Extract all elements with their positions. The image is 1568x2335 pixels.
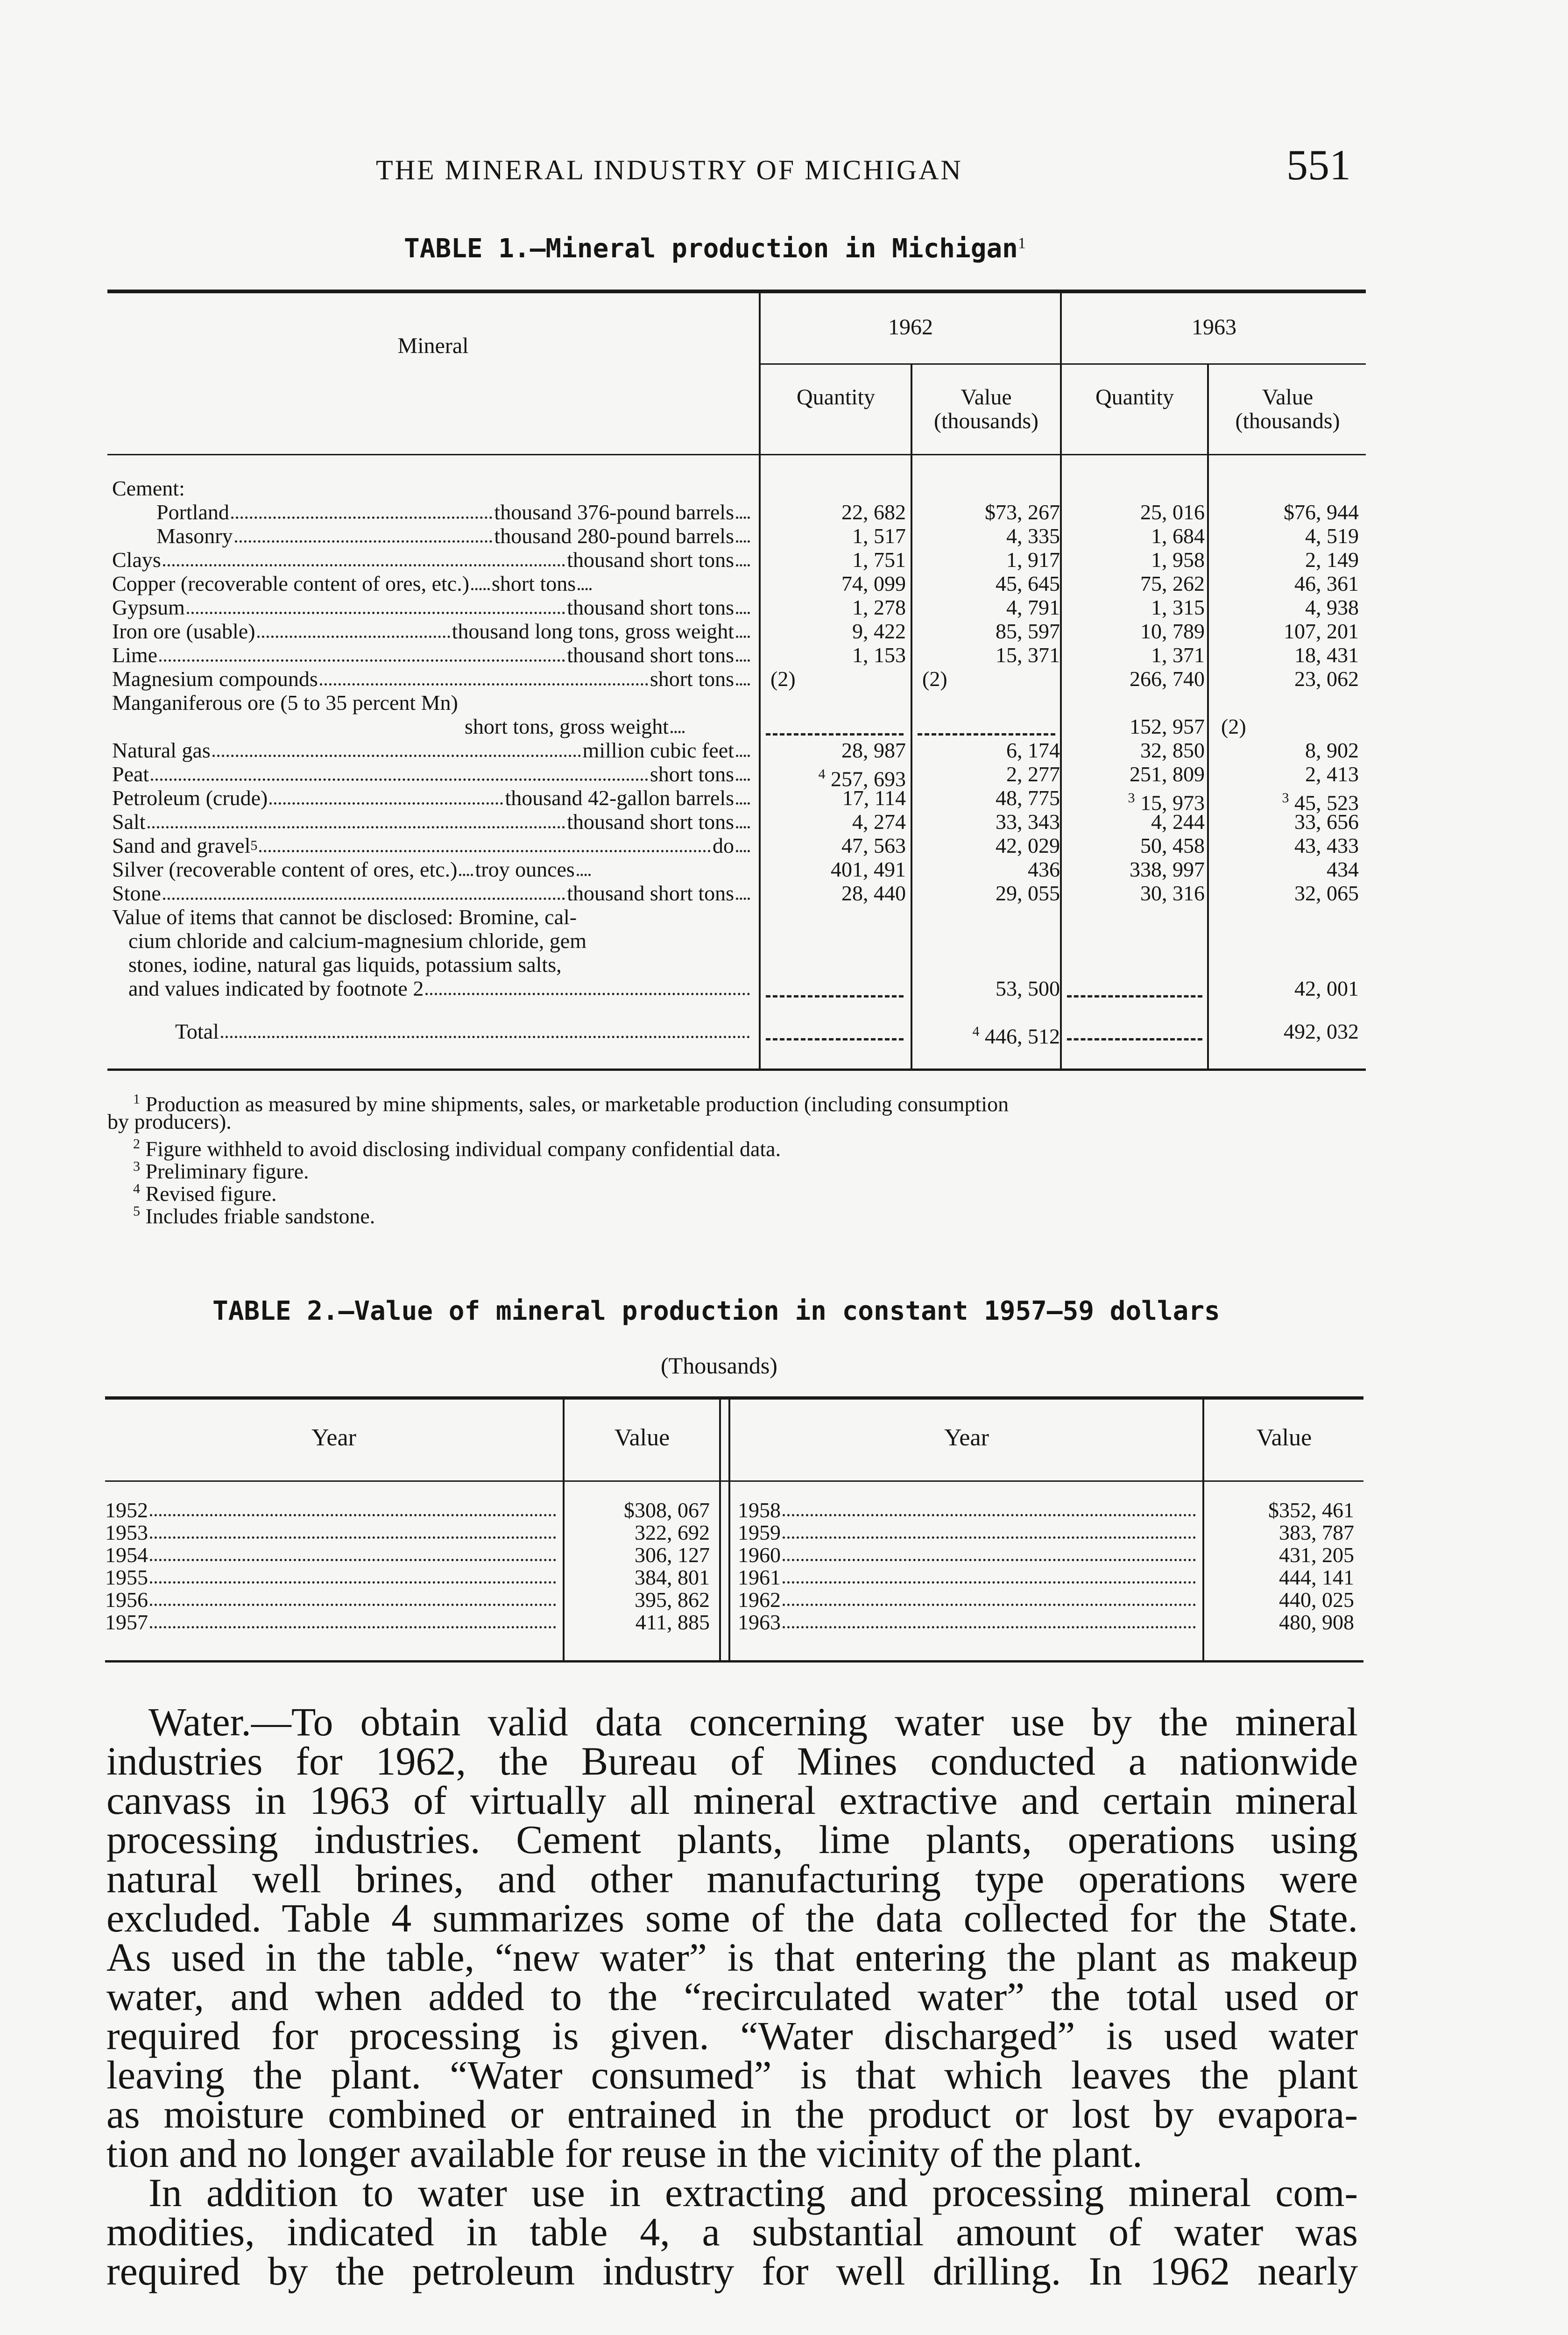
table1-year-rule	[760, 363, 1366, 365]
table-row-label: Gypsum thousand short tons	[112, 595, 752, 619]
footnote: $^4$ Revised figure.	[133, 1181, 277, 1206]
value-1962: (2)	[922, 667, 947, 691]
quantity-1963: 32, 850	[1140, 738, 1205, 762]
table-row-value: 322, 692	[635, 1521, 710, 1544]
footnote: by producers).	[107, 1110, 232, 1133]
quantity-1962: 28, 987	[841, 738, 906, 762]
table-row-label: Masonry thousand 280-pound barrels	[156, 524, 752, 548]
value-1962: 29, 055	[996, 881, 1060, 905]
empty-cell-dash	[766, 1038, 904, 1040]
value-1962: 42, 029	[996, 834, 1060, 857]
value-1963: 33, 656	[1294, 810, 1359, 834]
table1-divider	[911, 364, 912, 1068]
table-row-year: 1956	[105, 1589, 558, 1611]
table-row-label: Peat short tons	[112, 762, 752, 786]
value-header: Value	[1256, 1424, 1312, 1451]
value-1962: 2, 277	[1006, 762, 1060, 786]
quantity-1962-header: Quantity	[797, 385, 875, 410]
quantity-1963: 25, 016	[1140, 500, 1205, 524]
table2-divider	[719, 1400, 721, 1660]
empty-cell-dash	[1067, 1038, 1202, 1040]
quantity-1963: 266, 740	[1130, 667, 1205, 691]
table-row-label: Silver (recoverable content of ores, etc.) troy ounces	[112, 857, 752, 881]
quantity-1962: 4, 274	[852, 810, 906, 834]
table1-top-rule	[107, 290, 1366, 293]
value-1962-header: Value (thousands)	[934, 385, 1038, 433]
value-1962: 436	[1028, 857, 1060, 881]
table-row-label: Cement:	[112, 476, 185, 500]
table-row-label: Clays thousand short tons	[112, 548, 752, 572]
quantity-1963: 4, 244	[1151, 810, 1205, 834]
table-row-value: 444, 141	[1279, 1565, 1354, 1589]
quantity-1963: 30, 316	[1140, 881, 1205, 905]
year-header: Year	[311, 1424, 356, 1451]
table-row-label: Portland thousand 376-pound barrels	[156, 500, 752, 524]
table-row-label: short tons, gross weight	[465, 715, 752, 738]
quantity-1963: 152, 957	[1130, 715, 1205, 738]
value-1962: 1, 917	[1006, 548, 1060, 572]
running-head: THE MINERAL INDUSTRY OF MICHIGAN	[376, 155, 963, 185]
quantity-1962: 1, 751	[852, 548, 906, 572]
undisclosed-label-line: and values indicated by footnote 2	[128, 976, 752, 1000]
total-value-1962: $^4$ 446, 512	[972, 1024, 1060, 1048]
empty-cell-dash	[766, 733, 904, 736]
value-1962: 48, 775	[996, 786, 1060, 810]
quantity-1962: 1, 153	[852, 643, 906, 667]
page-number: 551	[1286, 141, 1351, 189]
table2-caption: TABLE 2.—Value of mineral production in constant 1957–59 dollars	[212, 1296, 1220, 1326]
quantity-1963: 50, 458	[1140, 834, 1205, 857]
table-row-year: 1954	[105, 1544, 558, 1566]
footnote: $^3$ Preliminary figure.	[133, 1159, 309, 1183]
table-row-value: 383, 787	[1279, 1521, 1354, 1544]
quantity-1963: 1, 958	[1151, 548, 1205, 572]
quantity-1963: 10, 789	[1140, 619, 1205, 643]
undisclosed-label-line: cium chloride and calcium-magnesium chloride, gem	[128, 929, 587, 953]
value-1963: 4, 519	[1305, 524, 1359, 548]
quantity-1963: 1, 371	[1151, 643, 1205, 667]
quantity-1962: (2)	[770, 667, 796, 691]
table2-top-rule	[105, 1396, 1363, 1400]
footnote: $^1$ Production as measured by mine shipments, sales, or marketable production (including consumption	[133, 1091, 1009, 1116]
value-1963: (2)	[1221, 715, 1246, 738]
table-row-label: Copper (recoverable content of ores, etc.) short tons	[112, 572, 752, 595]
value-1963-header: Value (thousands)	[1235, 385, 1340, 433]
quantity-1963: 1, 315	[1151, 595, 1205, 619]
value-header: Value	[614, 1424, 670, 1451]
value-1962: 33, 343	[996, 810, 1060, 834]
quantity-1962: 401, 491	[831, 857, 906, 881]
table1-bottom-rule	[107, 1068, 1366, 1071]
empty-cell-dash	[766, 995, 904, 998]
quantity-1963: 338, 997	[1130, 857, 1205, 881]
quantity-1962: $^4$ 257, 693	[818, 766, 906, 791]
table-row-year: 1962	[738, 1589, 1198, 1611]
undisclosed-label-line: Value of items that cannot be disclosed: Bromine, cal-	[112, 905, 577, 929]
table1-header-rule	[107, 454, 1366, 455]
table-row-label: Petroleum (crude) thousand 42-gallon barrels	[112, 786, 752, 810]
table1-divider	[1060, 293, 1062, 1068]
table-row-label: Lime thousand short tons	[112, 643, 752, 667]
table1-caption: TABLE 1.—Mineral production in Michigan$^1$	[404, 234, 1026, 264]
quantity-1963: $^3$ 15, 973	[1128, 790, 1205, 815]
quantity-1962: 47, 563	[841, 834, 906, 857]
mineral-header: Mineral	[397, 333, 469, 358]
table-row-year: 1960	[738, 1544, 1198, 1566]
undisclosed-label-line: stones, iodine, natural gas liquids, potassium salts,	[128, 953, 562, 976]
table-row-value: 440, 025	[1279, 1588, 1354, 1612]
quantity-1963-header: Quantity	[1095, 385, 1174, 410]
table-row-label: Manganiferous ore (5 to 35 percent Mn)	[112, 691, 458, 715]
value-1963: 4, 938	[1305, 595, 1359, 619]
quantity-1963: 251, 809	[1130, 762, 1205, 786]
value-1963: 107, 201	[1284, 619, 1359, 643]
value-1963: $76, 944	[1284, 500, 1359, 524]
table-row-label: Iron ore (usable) thousand long tons, gross weight	[112, 619, 752, 643]
value-1963: 46, 361	[1294, 572, 1359, 595]
table-row-year: 1961	[738, 1566, 1198, 1589]
table-row-value: 431, 205	[1279, 1543, 1354, 1567]
table-row-year: 1953	[105, 1521, 558, 1544]
table-row-label: Magnesium compounds short tons	[112, 667, 752, 691]
value-1962: 4, 791	[1006, 595, 1060, 619]
table1-divider	[1207, 364, 1209, 1068]
table-row-label: Natural gas million cubic feet	[112, 738, 752, 762]
quantity-1962: 74, 099	[841, 572, 906, 595]
quantity-1962: 9, 422	[852, 619, 906, 643]
value-1962: 85, 597	[996, 619, 1060, 643]
year-header: Year	[944, 1424, 989, 1451]
quantity-1962: 28, 440	[841, 881, 906, 905]
table-row-value: 411, 885	[635, 1610, 710, 1634]
value-1963: 2, 149	[1305, 548, 1359, 572]
table2-divider	[1202, 1400, 1204, 1660]
value-1962: $73, 267	[985, 500, 1060, 524]
table2-units: (Thousands)	[661, 1352, 777, 1379]
table2-header-rule	[105, 1480, 1363, 1482]
table2-divider	[728, 1400, 730, 1660]
value-1962: 6, 174	[1006, 738, 1060, 762]
value-1963: 43, 433	[1294, 834, 1359, 857]
year-1962-header: 1962	[888, 315, 933, 340]
value-1962: 4, 335	[1006, 524, 1060, 548]
footnote: $^5$ Includes friable sandstone.	[133, 1203, 375, 1228]
value-1963: 18, 431	[1294, 643, 1359, 667]
value-1962: 45, 645	[996, 572, 1060, 595]
empty-cell-dash	[918, 733, 1055, 736]
table-row-year: 1952	[105, 1499, 558, 1521]
quantity-1962: 1, 278	[852, 595, 906, 619]
value-1963: 23, 062	[1294, 667, 1359, 691]
table1-divider	[759, 293, 761, 1068]
table-row-year: 1958	[738, 1499, 1198, 1521]
value-1963: 32, 065	[1294, 881, 1359, 905]
quantity-1962: 1, 517	[852, 524, 906, 548]
undisclosed-value-1962: 53, 500	[996, 976, 1060, 1000]
undisclosed-value-1963: 42, 001	[1294, 976, 1359, 1000]
total-value-1963: 492, 032	[1284, 1019, 1359, 1043]
table2-bottom-rule	[105, 1660, 1363, 1663]
table-row-year: 1957	[105, 1611, 558, 1634]
table2-divider	[563, 1400, 565, 1660]
table-row-value: $308, 067	[624, 1498, 710, 1522]
value-1963: 2, 413	[1305, 762, 1359, 786]
quantity-1963: 1, 684	[1151, 524, 1205, 548]
table-row-label: Salt thousand short tons	[112, 810, 752, 834]
footnote: $^2$ Figure withheld to avoid disclosing individual company confidential data.	[133, 1136, 781, 1161]
total-label: Total	[175, 1019, 752, 1043]
value-1963: 434	[1327, 857, 1359, 881]
quantity-1963: 75, 262	[1140, 572, 1205, 595]
value-1963: 8, 902	[1305, 738, 1359, 762]
table-row-label: Stone thousand short tons	[112, 881, 752, 905]
quantity-1962: 17, 114	[842, 786, 906, 810]
year-1963-header: 1963	[1192, 315, 1236, 340]
quantity-1962: 22, 682	[841, 500, 906, 524]
table-row-value: 395, 862	[635, 1588, 710, 1612]
table-row-value: 306, 127	[635, 1543, 710, 1567]
table-row-value: 384, 801	[635, 1565, 710, 1589]
table-row-year: 1955	[105, 1566, 558, 1589]
table-row-label: Sand and gravel 5 do	[112, 834, 752, 857]
table-row-value: 480, 908	[1279, 1610, 1354, 1634]
table-row-year: 1959	[738, 1521, 1198, 1544]
value-1962: 15, 371	[996, 643, 1060, 667]
table-row-value: $352, 461	[1268, 1498, 1354, 1522]
table-row-year: 1963	[738, 1611, 1198, 1634]
value-1963: $^3$ 45, 523	[1282, 790, 1359, 815]
body-paragraph-water: Water.—To obtain valid data concerning water use by the mineral industries for 1962, the Bureau of Mines conducted a nationwide canvass in 1963 of virtually all mineral extractive and certain mineral processing industries. Cement plants, lime plants, operations using natural well brines, and other manufacturing type operations were excluded. Table 4 summarizes some of the data collected for the State. As used in the table, “new water” is that entering the plant as makeup water, and when added to the “recirculated water” the total used or required for processing is given. “Water discharged” is used water leaving the plant. “Water consumed” is that which leaves the plant as moisture combined or entrained in the product or lost by evapora- tion and no longer available for reuse in the vicinity of the plant.	[106, 1699, 1358, 2176]
empty-cell-dash	[1067, 995, 1202, 998]
body-paragraph-drilling: In addition to water use in extracting and processing mineral com- modities, indicated in table 4, a substantial amount of water was required by the petroleum industry for well drilling. In 1962 nearly	[106, 2170, 1358, 2293]
